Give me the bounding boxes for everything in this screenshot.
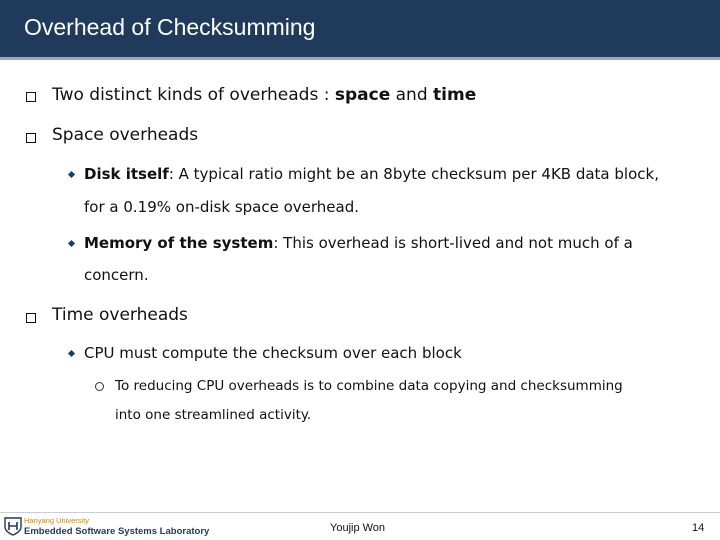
diamond-bullet-icon	[68, 171, 75, 178]
sub-item-cpu: CPU must compute the checksum over each block	[84, 344, 462, 362]
footer-divider	[0, 512, 720, 513]
footer-author: Youjip Won	[330, 522, 386, 534]
footer-university: Hanyang University	[24, 516, 90, 525]
slide-title: Overhead of Checksumming	[24, 14, 316, 40]
subsub-item-line1: To reducing CPU overheads is to combine data copying and checksumming	[115, 378, 623, 394]
sub-item-disk-line1	[84, 165, 659, 183]
university-logo-icon	[4, 516, 22, 536]
square-bullet-icon	[26, 313, 36, 323]
sub-item-disk-text: : A typical ratio might be an 8byte checksum per 4KB data block,	[168, 165, 659, 183]
footer-lab-name: Embedded Software Systems Laboratory	[24, 526, 210, 537]
sub-item-memory-line2: concern.	[84, 266, 149, 284]
bullet-item-overheads	[52, 85, 476, 105]
square-bullet-icon	[26, 133, 36, 143]
bullet-item-time-overheads: Time overheads	[52, 305, 188, 325]
square-bullet-icon	[26, 92, 36, 102]
sub-item-memory-text: : This overhead is short-lived and not much of a	[273, 234, 633, 252]
sub-item-memory-line1	[84, 234, 633, 252]
sub-item-memory-label: Memory of the system	[84, 234, 274, 252]
emphasis-time: time	[433, 85, 477, 105]
subsub-item-line2: into one streamlined activity.	[115, 407, 312, 423]
diamond-bullet-icon	[68, 240, 75, 247]
bullet-item-space-overheads: Space overheads	[52, 125, 199, 145]
diamond-bullet-icon	[68, 350, 75, 357]
sub-item-disk-line2: for a 0.19% on-disk space overhead.	[84, 198, 360, 216]
title-divider	[0, 57, 720, 60]
circle-bullet-icon	[95, 382, 104, 391]
item-text-and: and	[390, 85, 434, 105]
sub-item-disk-label: Disk itself	[84, 165, 169, 183]
page-number: 14	[692, 522, 705, 534]
emphasis-space: space	[334, 85, 391, 105]
item-text: Two distinct kinds of overheads :	[52, 85, 335, 105]
